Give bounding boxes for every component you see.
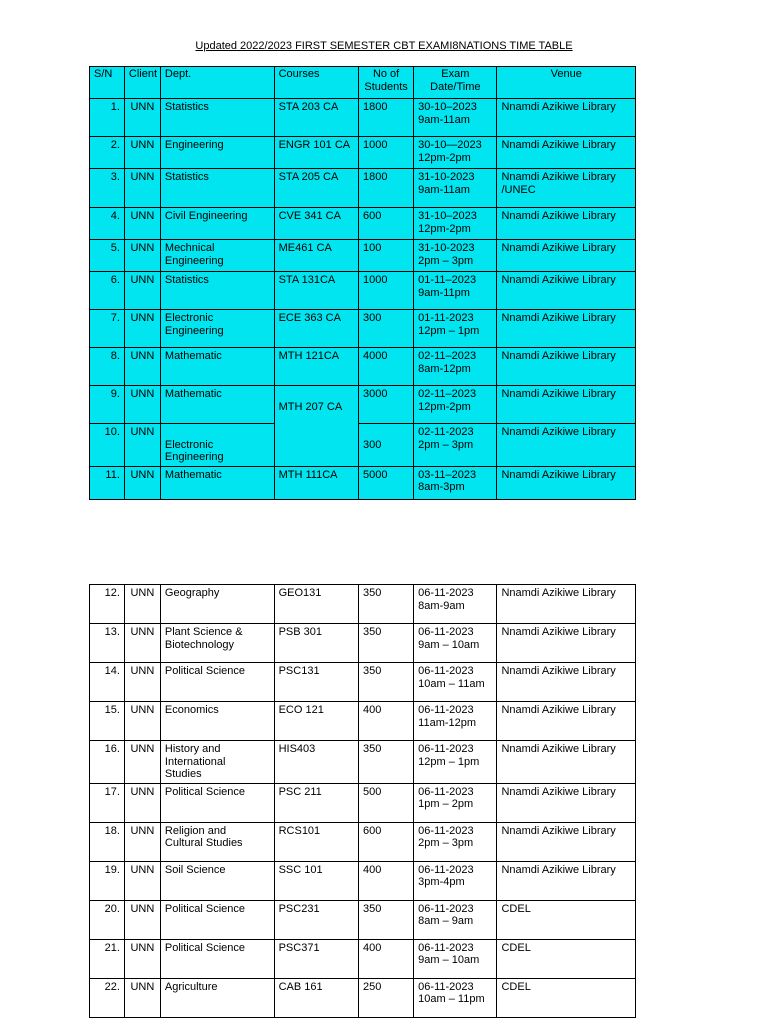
row-students: 1000 bbox=[363, 139, 388, 151]
row-time: 2pm – 3pm bbox=[418, 254, 474, 267]
row-date: 06-11-2023 bbox=[418, 704, 474, 716]
table-row bbox=[90, 939, 636, 978]
table-row bbox=[90, 585, 636, 624]
row-course: PSB 301 bbox=[278, 626, 323, 638]
row-dept: Statistics bbox=[164, 171, 209, 183]
table-row bbox=[90, 310, 636, 348]
row-client: UNN bbox=[130, 902, 155, 915]
timetable-part-2-body bbox=[90, 585, 636, 1018]
table-row bbox=[90, 99, 636, 137]
row-sn: 15. bbox=[104, 704, 120, 716]
table-row bbox=[90, 741, 636, 784]
row-sn: 22. bbox=[104, 980, 120, 993]
row-date: 02-11-2023 bbox=[418, 426, 474, 438]
row-course: SSC 101 bbox=[278, 863, 323, 876]
row-students: 1800 bbox=[363, 171, 388, 183]
row-sn: 17. bbox=[104, 785, 120, 798]
row-sn: 13. bbox=[104, 626, 120, 638]
row-venue: Nnamdi Azikiwe Library bbox=[501, 171, 616, 183]
row-dept: Studies bbox=[164, 768, 202, 780]
table-row bbox=[90, 137, 636, 169]
row-client: UNN bbox=[130, 101, 155, 113]
row-students: 4000 bbox=[363, 350, 388, 362]
row-students: 3000 bbox=[363, 388, 388, 400]
row-client: UNN bbox=[130, 626, 155, 638]
row-client: UNN bbox=[130, 312, 155, 324]
row-venue: Nnamdi Azikiwe Library bbox=[501, 242, 616, 254]
row-client: UNN bbox=[130, 468, 155, 481]
row-client: UNN bbox=[130, 743, 155, 755]
timetable-part-2 bbox=[89, 584, 636, 1018]
row-client: UNN bbox=[130, 941, 155, 954]
row-course: ENGR 101 CA bbox=[278, 139, 351, 151]
header-courses: Courses bbox=[274, 67, 358, 99]
table-row bbox=[90, 900, 636, 939]
row-dept: Statistics bbox=[164, 101, 209, 113]
row-venue: Nnamdi Azikiwe Library bbox=[501, 468, 616, 481]
table-row bbox=[90, 702, 636, 741]
header-row bbox=[90, 67, 636, 99]
row-client: UNN bbox=[130, 785, 155, 798]
row-sn: 21. bbox=[104, 941, 120, 954]
row-client: UNN bbox=[130, 824, 155, 837]
row-course: CAB 161 bbox=[278, 980, 323, 993]
row-sn: 9. bbox=[110, 388, 120, 400]
row-client: UNN bbox=[130, 274, 155, 286]
row-students: 1000 bbox=[363, 274, 388, 286]
table-row bbox=[90, 169, 636, 208]
table-row bbox=[90, 348, 636, 386]
row-course: MTH 207 CA bbox=[278, 400, 343, 413]
row-dept: International bbox=[164, 755, 226, 768]
row-client: UNN bbox=[130, 863, 155, 876]
row-time: 2pm – 3pm bbox=[418, 837, 474, 849]
row-students: 600 bbox=[363, 210, 382, 222]
row-time: 9am – 10am bbox=[418, 954, 480, 966]
row-dept: Political Science bbox=[164, 665, 245, 677]
row-students: 400 bbox=[363, 863, 382, 876]
row-dept: Electronic bbox=[164, 438, 214, 451]
row-client: UNN bbox=[130, 704, 155, 716]
row-course: CVE 341 CA bbox=[278, 210, 341, 222]
row-venue: Nnamdi Azikiwe Library bbox=[501, 274, 616, 286]
row-course: PSC131 bbox=[278, 665, 320, 677]
row-time: 9am-11am bbox=[418, 113, 470, 126]
row-dept: Engineering bbox=[164, 324, 224, 337]
row-students: 300 bbox=[363, 312, 382, 324]
row-venue: Nnamdi Azikiwe Library bbox=[501, 426, 616, 438]
row-students: 350 bbox=[363, 626, 382, 638]
row-sn: 16. bbox=[104, 743, 120, 755]
row-students: 400 bbox=[363, 704, 382, 716]
table-row bbox=[90, 624, 636, 663]
row-client: UNN bbox=[130, 242, 155, 254]
row-time: 9am-11am bbox=[418, 183, 470, 196]
row-students: 350 bbox=[363, 743, 382, 755]
row-dept: Mathematic bbox=[164, 388, 222, 400]
row-sn: 4. bbox=[110, 210, 120, 222]
row-client: UNN bbox=[130, 388, 155, 400]
row-course: STA 203 CA bbox=[278, 101, 339, 113]
row-dept: Plant Science & bbox=[164, 626, 243, 638]
row-date: 06-11-2023 bbox=[418, 941, 474, 954]
row-students: 350 bbox=[363, 587, 382, 599]
row-sn: 18. bbox=[104, 824, 120, 837]
row-date: 06-11-2023 bbox=[418, 626, 474, 638]
row-time: 9am-11pm bbox=[418, 286, 470, 299]
row-time: 12pm-2pm bbox=[418, 151, 471, 164]
row-venue: Nnamdi Azikiwe Library bbox=[501, 139, 616, 151]
row-client: UNN bbox=[130, 665, 155, 677]
row-venue: CDEL bbox=[501, 902, 531, 915]
row-venue: Nnamdi Azikiwe Library bbox=[501, 350, 616, 362]
row-venue: CDEL bbox=[501, 941, 531, 954]
row-dept: Agriculture bbox=[164, 980, 218, 993]
row-dept: Religion and bbox=[164, 824, 227, 837]
row-dept: Geography bbox=[164, 587, 220, 599]
row-date: 03-11–2023 bbox=[418, 468, 477, 481]
row-client: UNN bbox=[130, 350, 155, 362]
row-dept: Mathematic bbox=[164, 350, 222, 362]
row-students: 600 bbox=[363, 824, 382, 837]
row-date: 30-10—2023 bbox=[418, 139, 482, 151]
row-dept: Political Science bbox=[164, 902, 245, 915]
header-exam-datetime bbox=[414, 67, 497, 99]
row-client: UNN bbox=[130, 587, 155, 599]
row-date: 01-11-2023 bbox=[418, 312, 474, 324]
row-course: PSC 211 bbox=[278, 785, 322, 798]
row-sn: 19. bbox=[104, 863, 120, 876]
row-time: 8am – 9am bbox=[418, 915, 474, 927]
row-venue: Nnamdi Azikiwe Library bbox=[501, 743, 616, 755]
row-dept: Statistics bbox=[164, 274, 209, 286]
row-date: 06-11-2023 bbox=[418, 863, 474, 876]
row-venue: Nnamdi Azikiwe Library bbox=[501, 312, 616, 324]
row-date: 06-11-2023 bbox=[418, 665, 474, 677]
row-students: 350 bbox=[363, 902, 382, 915]
row-date: 31-10–2023 bbox=[418, 210, 477, 222]
row-dept: Engineering bbox=[164, 254, 224, 267]
table-row bbox=[90, 783, 636, 822]
row-date: 01-11–2023 bbox=[418, 274, 477, 286]
row-course: STA 205 CA bbox=[278, 171, 339, 183]
row-venue: Nnamdi Azikiwe Library bbox=[501, 665, 616, 677]
row-students: 100 bbox=[363, 242, 382, 254]
row-students: 250 bbox=[363, 980, 382, 993]
row-dept: Cultural Studies bbox=[164, 837, 243, 849]
table-row bbox=[90, 822, 636, 861]
row-students: 350 bbox=[363, 665, 382, 677]
row-time: 2pm – 3pm bbox=[418, 438, 474, 451]
timetable-part-1-merged-rows bbox=[90, 386, 636, 500]
row-course: MTH 121CA bbox=[278, 350, 340, 362]
table-row bbox=[90, 240, 636, 272]
row-date: 06-11-2023 bbox=[418, 743, 474, 755]
row-dept: History and bbox=[164, 743, 221, 755]
row-client: UNN bbox=[130, 171, 155, 183]
row-students: 5000 bbox=[363, 468, 388, 481]
row-sn: 20. bbox=[104, 902, 120, 915]
row-date: 02-11–2023 bbox=[418, 350, 477, 362]
row-time: 3pm-4pm bbox=[418, 876, 465, 888]
table-row bbox=[90, 466, 636, 499]
row-time: 12pm – 1pm bbox=[418, 324, 480, 337]
row-sn: 5. bbox=[110, 242, 120, 254]
row-course: GEO131 bbox=[278, 587, 322, 599]
document-title: Updated 2022/2023 FIRST SEMESTER CBT EXAMI8NATIONS TIME TABLE bbox=[195, 40, 573, 52]
row-venue: /UNEC bbox=[501, 183, 536, 196]
row-sn: 11. bbox=[105, 468, 120, 481]
row-client: UNN bbox=[130, 426, 155, 438]
header-dept: Dept. bbox=[160, 67, 274, 99]
row-time: 8am-9am bbox=[418, 599, 465, 612]
row-date: 02-11–2023 bbox=[418, 388, 477, 400]
row-date: 30-10–2023 bbox=[418, 101, 477, 113]
row-sn: 1. bbox=[110, 101, 120, 113]
row-sn: 14. bbox=[104, 665, 120, 677]
row-course: PSC231 bbox=[278, 902, 320, 915]
table-row bbox=[90, 208, 636, 240]
row-date: 06-11-2023 bbox=[418, 980, 474, 993]
row-dept: Political Science bbox=[164, 785, 245, 798]
timetable-part-1 bbox=[89, 66, 636, 500]
header-students-line1: No of bbox=[372, 68, 400, 80]
row-venue: Nnamdi Azikiwe Library bbox=[501, 704, 616, 716]
row-course: RCS101 bbox=[278, 824, 321, 837]
table-row bbox=[90, 386, 636, 424]
timetable-part-1-body bbox=[90, 99, 636, 386]
row-sn: 8. bbox=[110, 350, 120, 362]
header-sn: S/N bbox=[90, 67, 125, 99]
row-course: ECE 363 CA bbox=[278, 312, 341, 324]
row-course: STA 131CA bbox=[278, 274, 336, 286]
row-date: 31-10-2023 bbox=[418, 171, 475, 183]
row-dept: Biotechnology bbox=[164, 638, 235, 651]
row-course: ECO 121 bbox=[278, 704, 324, 716]
row-time: 8am-12pm bbox=[418, 362, 471, 375]
row-students: 400 bbox=[363, 941, 382, 954]
table-row bbox=[90, 663, 636, 702]
table-row bbox=[90, 978, 636, 1017]
row-course: HIS403 bbox=[278, 743, 316, 755]
row-time: 11am-12pm bbox=[418, 716, 477, 729]
row-course: MTH 111CA bbox=[278, 468, 338, 481]
row-time: 1pm – 2pm bbox=[418, 798, 474, 810]
row-venue: Nnamdi Azikiwe Library bbox=[501, 863, 616, 876]
row-students: 500 bbox=[363, 785, 382, 798]
row-date: 06-11-2023 bbox=[418, 587, 474, 599]
row-date: 06-11-2023 bbox=[418, 785, 474, 798]
row-students: 1800 bbox=[363, 101, 388, 113]
header-client: Client bbox=[124, 67, 160, 99]
row-venue: Nnamdi Azikiwe Library bbox=[501, 626, 616, 638]
row-date: 06-11-2023 bbox=[418, 902, 474, 915]
row-venue: CDEL bbox=[501, 980, 531, 993]
row-dept: Soil Science bbox=[164, 863, 226, 876]
row-venue: Nnamdi Azikiwe Library bbox=[501, 587, 616, 599]
row-venue: Nnamdi Azikiwe Library bbox=[501, 101, 616, 113]
row-date: 06-11-2023 bbox=[418, 824, 474, 837]
row-venue: Nnamdi Azikiwe Library bbox=[501, 785, 616, 798]
row-dept: Civil Engineering bbox=[164, 210, 248, 222]
row-students: 300 bbox=[363, 438, 382, 451]
row-dept: Electronic bbox=[164, 312, 214, 324]
row-course: ME461 CA bbox=[278, 242, 332, 254]
header-students bbox=[359, 67, 414, 99]
row-date: 31-10-2023 bbox=[418, 242, 475, 254]
row-course: PSC371 bbox=[278, 941, 320, 954]
header-venue: Venue bbox=[497, 67, 636, 99]
row-venue: Nnamdi Azikiwe Library bbox=[501, 824, 616, 837]
table-row bbox=[90, 272, 636, 310]
row-time: 9am – 10am bbox=[418, 638, 480, 651]
row-sn: 3. bbox=[110, 171, 120, 183]
row-dept: Mechnical bbox=[164, 242, 215, 254]
row-dept: Political Science bbox=[164, 941, 245, 954]
row-dept: Mathematic bbox=[164, 468, 222, 481]
row-sn: 7. bbox=[110, 312, 120, 324]
row-time: 10am – 11am bbox=[418, 677, 485, 690]
table-row bbox=[90, 861, 636, 900]
row-sn: 6. bbox=[110, 274, 120, 286]
row-client: UNN bbox=[130, 139, 155, 151]
row-sn: 10. bbox=[104, 426, 120, 438]
header-date-line1: Exam bbox=[441, 68, 470, 80]
row-time: 12pm-2pm bbox=[418, 400, 471, 413]
row-time: 10am – 11pm bbox=[418, 993, 485, 1005]
row-dept: Engineering bbox=[164, 451, 224, 463]
row-dept: Engineering bbox=[164, 139, 224, 151]
row-venue: Nnamdi Azikiwe Library bbox=[501, 210, 616, 222]
header-students-line2: Students bbox=[364, 80, 408, 93]
row-venue: Nnamdi Azikiwe Library bbox=[501, 388, 616, 400]
row-client: UNN bbox=[130, 210, 155, 222]
row-time: 12pm-2pm bbox=[418, 222, 471, 235]
row-time: 8am-3pm bbox=[418, 481, 465, 493]
row-client: UNN bbox=[130, 980, 155, 993]
row-dept: Economics bbox=[164, 704, 219, 716]
row-sn: 2. bbox=[110, 139, 120, 151]
row-sn: 12. bbox=[104, 587, 120, 599]
table-row bbox=[90, 424, 636, 467]
header-date-line2: Date/Time bbox=[430, 80, 481, 93]
row-time: 12pm – 1pm bbox=[418, 755, 480, 768]
